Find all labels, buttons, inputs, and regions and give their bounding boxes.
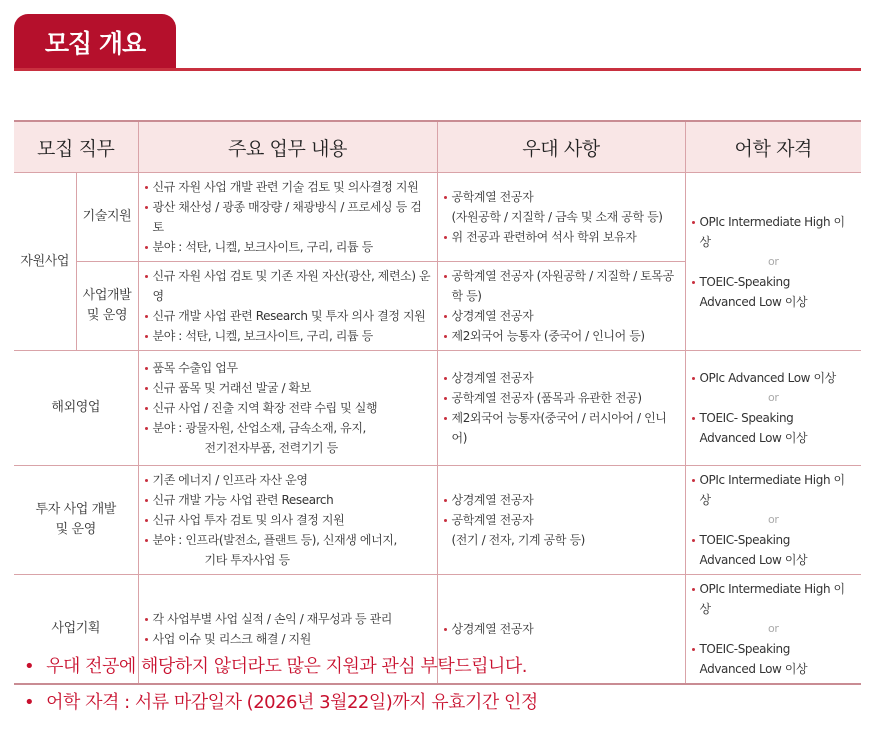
- job-title: [14, 466, 138, 575]
- lang-item: TOEIC-Speaking: [692, 530, 856, 550]
- duties-cell: [138, 466, 437, 575]
- duty-item: 신규 개발 사업 관련 Research 및 투자 의사 결정 지원: [145, 306, 431, 326]
- pref-item: 제2외국어 능통자(중국어 / 러시아어 / 인니어): [444, 408, 679, 448]
- job-title: 해외영업: [14, 351, 138, 466]
- duty-item: 신규 자원 사업 개발 관련 기술 검토 및 의사결정 지원: [145, 177, 431, 197]
- or-text: or: [768, 513, 779, 526]
- duty-item: 품목 수출입 업무: [145, 358, 431, 378]
- bullet-icon: •: [24, 692, 35, 713]
- duty-item: 신규 개발 가능 사업 관련 Research: [145, 490, 431, 510]
- lang-item: OPIc Intermediate High 이상: [692, 212, 856, 252]
- preference-cell: [437, 173, 685, 262]
- pref-item: 상경계열 전공자: [444, 490, 679, 510]
- header-job: 모집 직무: [14, 121, 138, 173]
- table-row: [14, 351, 861, 466]
- duty-item: 분야 : 광물자원, 산업소재, 금속소재, 유지,: [145, 418, 431, 438]
- duty-item: 전기전자부품, 전력기기 등: [204, 441, 338, 455]
- header-duties: 주요 업무 내용: [138, 121, 437, 173]
- section-title-tab: 모집 개요: [14, 14, 176, 70]
- note-item: [24, 688, 538, 724]
- header-preference: 우대 사항: [437, 121, 685, 173]
- language-cell: [685, 173, 861, 351]
- pref-item: 제2외국어 능통자 (중국어 / 인니어 등): [444, 326, 679, 346]
- duty-item: 신규 자원 사업 검토 및 기존 자원 자산(광산, 제련소) 운영: [145, 266, 431, 306]
- duty-item: 각 사업부별 사업 실적 / 손익 / 재무성과 등 관리: [145, 609, 431, 629]
- duty-item: 분야 : 석탄, 니켈, 보크사이트, 구리, 리튬 등: [145, 326, 431, 346]
- duty-item: 분야 : 석탄, 니켈, 보크사이트, 구리, 리튬 등: [145, 237, 431, 257]
- duties-cell: [138, 262, 437, 351]
- pref-item: 공학계열 전공자 (자원공학 / 지질학 / 토목공학 등): [444, 266, 679, 306]
- job-group: 자원사업: [14, 173, 76, 351]
- lang-item: TOEIC- Speaking: [692, 408, 856, 428]
- table-row: [14, 466, 861, 575]
- job-sub: 기술지원: [76, 173, 138, 262]
- pref-item: 상경계열 전공자: [444, 306, 679, 326]
- pref-item: 공학계열 전공자 (품목과 유관한 전공): [444, 388, 679, 408]
- job-sub: 사업개발 및 운영: [76, 262, 138, 351]
- header-language: 어학 자격: [685, 121, 861, 173]
- lang-item: Advanced Low 이상: [699, 294, 808, 309]
- duty-item: 신규 품목 및 거래선 발굴 / 확보: [145, 378, 431, 398]
- table-header: [14, 121, 861, 173]
- language-cell: [685, 466, 861, 575]
- note-item: [24, 652, 538, 688]
- preference-cell: [437, 351, 685, 466]
- lang-item: Advanced Low 이상: [699, 431, 808, 445]
- lang-item: OPIc Advanced Low 이상: [692, 368, 856, 388]
- duty-item: 기존 에너지 / 인프라 자산 운영: [145, 470, 431, 490]
- lang-item: OPIc Intermediate High 이상: [692, 579, 856, 619]
- preference-cell: [437, 466, 685, 575]
- lang-item: Advanced Low 이상: [699, 662, 808, 676]
- table-row: [14, 173, 861, 262]
- job-title-text: 투자 사업 개발 및 운영: [35, 502, 116, 537]
- duties-cell: [138, 351, 437, 466]
- title-divider: [14, 68, 861, 71]
- duty-item: 신규 사업 투자 검토 및 의사 결정 지원: [145, 510, 431, 530]
- lang-item: TOEIC-Speaking: [692, 272, 856, 292]
- pref-item: (전기 / 전자, 기계 공학 등): [451, 533, 585, 547]
- pref-item: 공학계열 전공자: [444, 187, 679, 207]
- or-text: or: [768, 391, 779, 404]
- lang-item: OPIc Intermediate High 이상: [692, 470, 856, 510]
- or-text: or: [768, 254, 779, 268]
- notes: [24, 652, 538, 724]
- lang-item: TOEIC-Speaking: [692, 639, 856, 659]
- lang-item: Advanced Low 이상: [699, 553, 808, 567]
- duty-item: 분야 : 인프라(발전소, 플랜트 등), 신재생 에너지,: [145, 530, 431, 550]
- job-title: 사업기획: [14, 575, 138, 685]
- pref-item: 상경계열 전공자: [444, 619, 679, 639]
- pref-item: (자원공학 / 지질학 / 금속 및 소재 공학 등): [451, 210, 663, 224]
- recruitment-table: [14, 120, 861, 685]
- duty-item: 광산 채산성 / 광종 매장량 / 채광방식 / 프로세싱 등 검토: [145, 197, 431, 237]
- pref-item: 공학계열 전공자: [444, 510, 679, 530]
- pref-item: 상경계열 전공자: [444, 368, 679, 388]
- duty-item: 신규 사업 / 진출 지역 확장 전략 수립 및 실행: [145, 398, 431, 418]
- note-text: 우대 전공에 해당하지 않더라도 많은 지원과 관심 부탁드립니다.: [46, 656, 527, 677]
- duties-cell: [138, 173, 437, 262]
- duty-item: 기타 투자사업 등: [204, 553, 290, 567]
- language-cell: [685, 575, 861, 685]
- duty-item: 사업 이슈 및 리스크 해결 / 지원: [145, 629, 431, 649]
- note-text: 어학 자격 : 서류 마감일자 (2026년 3월22일)까지 유효기간 인정: [46, 692, 538, 713]
- bullet-icon: •: [24, 656, 35, 677]
- or-text: or: [768, 622, 779, 635]
- pref-item: 위 전공과 관련하여 석사 학위 보유자: [444, 227, 679, 247]
- preference-cell: [437, 262, 685, 351]
- language-cell: [685, 351, 861, 466]
